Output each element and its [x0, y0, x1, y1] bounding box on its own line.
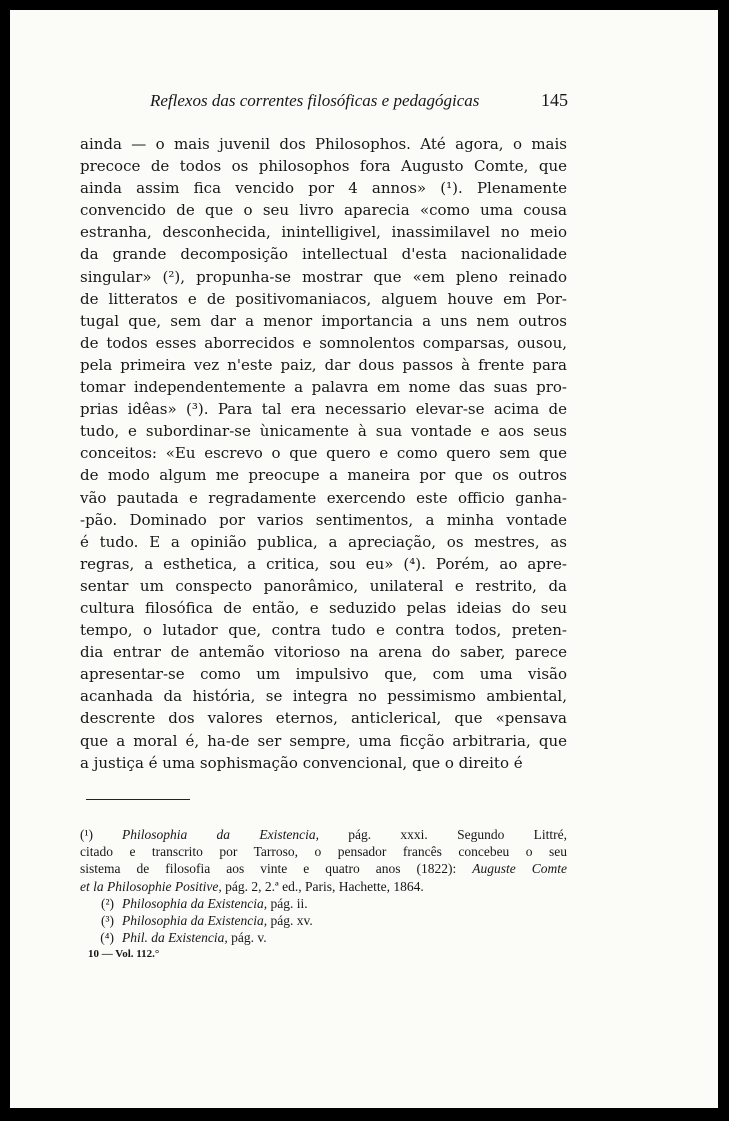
body-line: cultura filosófica de então, e seduzido pelas ideias do seu	[80, 598, 567, 617]
footnote-3	[80, 912, 567, 929]
footnote-label: (⁴)	[100, 930, 114, 946]
footnote-ref: pág. v.	[227, 930, 267, 946]
body-line: tugal que, sem dar a menor importancia a uns nem outros	[80, 311, 567, 330]
body-line: de todos esses aborrecidos e somnolentos comparsas, ousou,	[80, 333, 567, 352]
body-line: convencido de que o seu livro aparecia «como uma cousa	[80, 201, 567, 220]
footnote-ref: pág. xv.	[267, 913, 313, 929]
body-line: sentar um conspecto panorâmico, unilateral e restrito, da	[80, 576, 567, 595]
footnote-text: sistema de filosofia aos vinte e quatro anos (1822):	[80, 861, 473, 877]
body-line: da grande decomposição intellectual d'esta nacionalidade	[80, 245, 567, 264]
body-line: ainda assim fica vencido por 4 annos» (¹). Plenamente	[80, 179, 567, 198]
body-line: que a moral é, ha-de ser sempre, uma ficção arbitraria, que	[80, 731, 567, 750]
footnote-title: Philosophia da Existencia,	[122, 913, 268, 929]
body-line: apresentar-se como um impulsivo que, com uma visão	[80, 665, 567, 684]
footnote-1-line-3	[80, 860, 567, 877]
body-line: acanhada da história, se integra no pessimismo ambiental,	[80, 687, 567, 706]
body-line: prias idêas» (³). Para tal era necessario elevar-se acima de	[80, 400, 567, 419]
body-line: estranha, desconhecida, inintelligivel, inassimilavel no meio	[80, 223, 567, 242]
body-line: ainda — o mais juvenil dos Philosophos. Até agora, o mais	[80, 135, 567, 153]
footnote-rule	[86, 799, 190, 800]
book-page	[10, 10, 718, 1108]
body-line: -pão. Dominado por varios sentimentos, a minha vontade	[80, 510, 567, 529]
footnote-4	[80, 929, 567, 946]
body-line: pela primeira vez n'este paiz, dar dous passos à frente para	[80, 355, 567, 374]
body-line: singular» (²), propunha-se mostrar que «em pleno reinado	[80, 267, 567, 286]
body-line: descrente dos valores eternos, anticlerical, que «pensava	[80, 709, 567, 728]
body-line: tudo, e subordinar-se ùnicamente à sua vontade e aos seus	[80, 422, 567, 441]
body-line: precoce de todos os philosophos fora Augusto Comte, que	[80, 157, 567, 176]
footnote-title: Philosophia da Existencia,	[122, 895, 268, 911]
footnote-ref: pág. ii.	[267, 895, 308, 911]
body-line: é tudo. E a opinião publica, a apreciação, os mestres, as	[80, 532, 567, 551]
body-line: a justiça é uma sophismação convencional, que o direito é	[80, 753, 523, 772]
running-head: Reflexos das correntes filosóficas e pedagógicas	[150, 91, 480, 110]
footnote-label: (¹)	[80, 827, 94, 842]
body-line: de modo algum me preocupe a maneira por que os outros	[80, 466, 567, 485]
footnote-label: (³)	[100, 913, 114, 929]
footnote-1-line-4	[80, 878, 567, 895]
footnote-title: Philosophia da Existencia,	[122, 827, 319, 842]
body-text	[80, 133, 567, 774]
footnotes	[80, 826, 567, 964]
footnote-title: Auguste Comte	[472, 861, 567, 877]
footnote-ref: pág. xxxi. Segundo Littré,	[318, 827, 567, 842]
footnote-1-line-2: citado e transcrito por Tarroso, o pensador francês concebeu o seu	[80, 844, 567, 860]
body-line: vão pautada e regradamente exercendo este officio ganha-	[80, 488, 567, 507]
footnote-title: et la Philosophie Positive,	[80, 878, 222, 894]
body-line: regras, a esthetica, a critica, sou eu» (⁴). Porém, ao apre-	[80, 554, 567, 573]
body-line: tomar independentemente a palavra em nome das suas pro-	[80, 378, 567, 397]
footnote-label: (²)	[100, 895, 114, 911]
footnote-text: pág. 2, 2.ª ed., Paris, Hachette, 1864.	[221, 878, 424, 894]
body-line: de litteratos e de positivomaniacos, alguem houve em Por-	[80, 289, 567, 308]
page-header	[150, 90, 568, 116]
page-number: 145	[541, 90, 568, 110]
body-line: tempo, o lutador que, contra tudo e contra todos, preten-	[80, 621, 567, 640]
body-line: conceitos: «Eu escrevo o que quero e como quero sem que	[80, 444, 567, 463]
footnote-title: Phil. da Existencia,	[122, 930, 228, 946]
body-line: dia entrar de antemão vitorioso na arena do saber, parece	[80, 643, 567, 662]
footnote-2	[80, 895, 567, 912]
footnote-1	[80, 826, 567, 843]
printer-signature: 10 — Vol. 112.°	[88, 948, 160, 961]
